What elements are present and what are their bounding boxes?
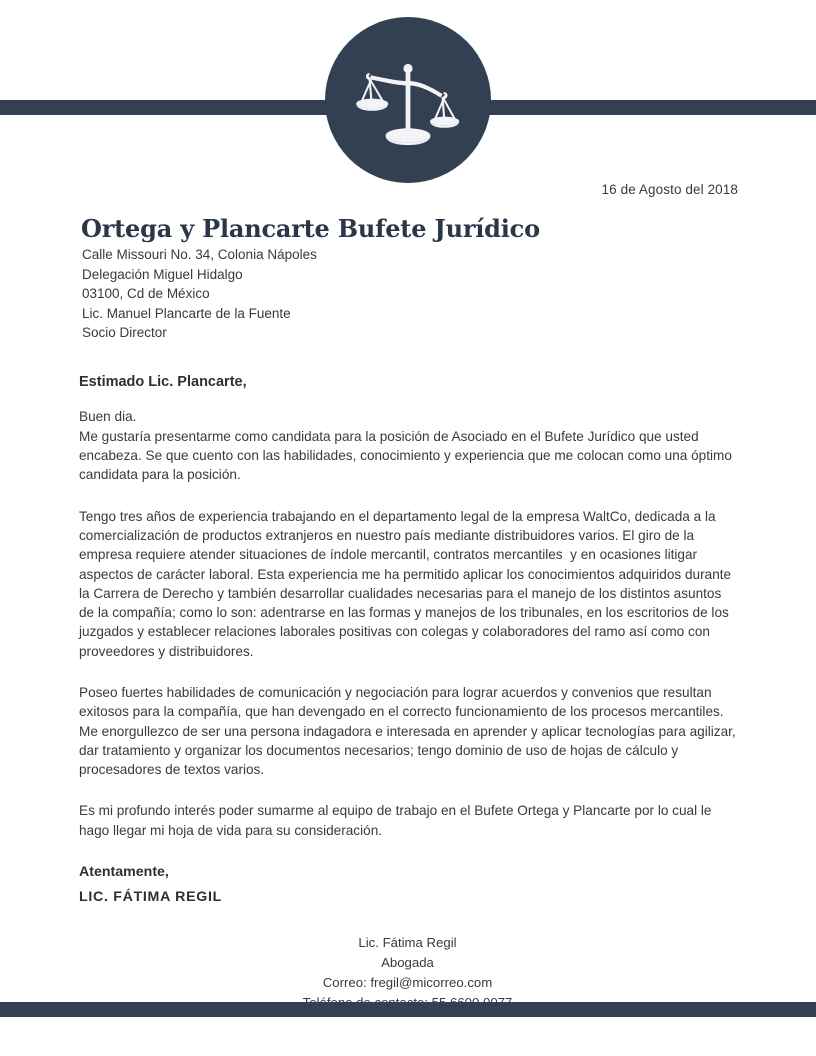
body-paragraph-1: Me gustaría presentarme como candidata para la posición de Asociado en el Bufete Jurídico que usted encabeza. Se que cuento con las habilidades, conocimiento y experiencia que me colocan como una óptimo candidata para la posición. <box>79 428 736 483</box>
footer-name: Lic. Fátima Regil <box>358 935 457 951</box>
body-paragraph-4: Es mi profundo interés poder sumarme al equipo de trabajo en el Bufete Ortega y Plancarte por lo cual le hago llegar mi hoja de vida para su consideración. <box>79 803 716 838</box>
body-paragraph-2: Tengo tres años de experiencia trabajando en el departamento legal de la empresa WaltCo, dedicada a la comercialización de productos extranjeros en nuestro país mediante distribuidores varios. El giro de la empresa requiere atender situaciones de índole mercantil, contratos mercantiles y en ocasiones litigar aspectos de carácter laboral. Esta experiencia me ha permitido aplicar los conocimientos adquiridos durante la Carrera de Derecho y también desarrollar cualidades necesarias para el manejo de los distintos asuntos de la compañía; como lo son: adentrarse en las formas y manejos de los tribunales, en los escritorios de los juzgados y establecer relaciones laborales positivas con colegas y colaboradores del ramo así como con proveedores y distribuidores. <box>79 508 735 659</box>
footer-accent-bar <box>0 1002 816 1017</box>
salutation: Estimado Lic. Plancarte, <box>79 374 247 391</box>
address-line: 03100, Cd de México <box>82 286 210 302</box>
document-header <box>0 0 816 200</box>
recipient-address-block <box>79 245 737 342</box>
letter-body <box>0 216 816 1013</box>
signer-name: LIC. FÁTIMA REGIL <box>79 889 222 906</box>
address-line: Delegación Miguel Hidalgo <box>82 266 243 282</box>
footer-title: Abogada <box>381 955 434 971</box>
closing-line: Atentamente, <box>79 864 169 881</box>
recipient-firm-name: Ortega y Plancarte Bufete Jurídico <box>81 214 540 243</box>
greeting-line: Buen dia. <box>79 409 137 425</box>
address-line: Lic. Manuel Plancarte de la Fuente <box>82 305 291 321</box>
body-paragraph-3: Poseo fuertes habilidades de comunicación y negociación para lograr acuerdos y convenios que resultan exitosos para la compañía, que han devengado en el correcto funcionamiento de los procesos mercantiles. Me enorgullezco de ser una persona indagadora e interesada en aprender y aplicar tecnologías para agilizar, dar tratamiento y organizar los documentos necesarios; tengo dominio de uso de hojas de cálculo y procesadores de textos varios. <box>79 684 740 778</box>
footer-email: Correo: fregil@micorreo.com <box>322 975 493 991</box>
address-line: Socio Director <box>82 325 167 341</box>
letter-date: 16 de Agosto del 2018 <box>601 182 738 197</box>
scales-of-justice-icon <box>356 48 460 152</box>
firm-logo <box>325 17 491 183</box>
address-line: Calle Missouri No. 34, Colonia Nápoles <box>82 247 317 263</box>
